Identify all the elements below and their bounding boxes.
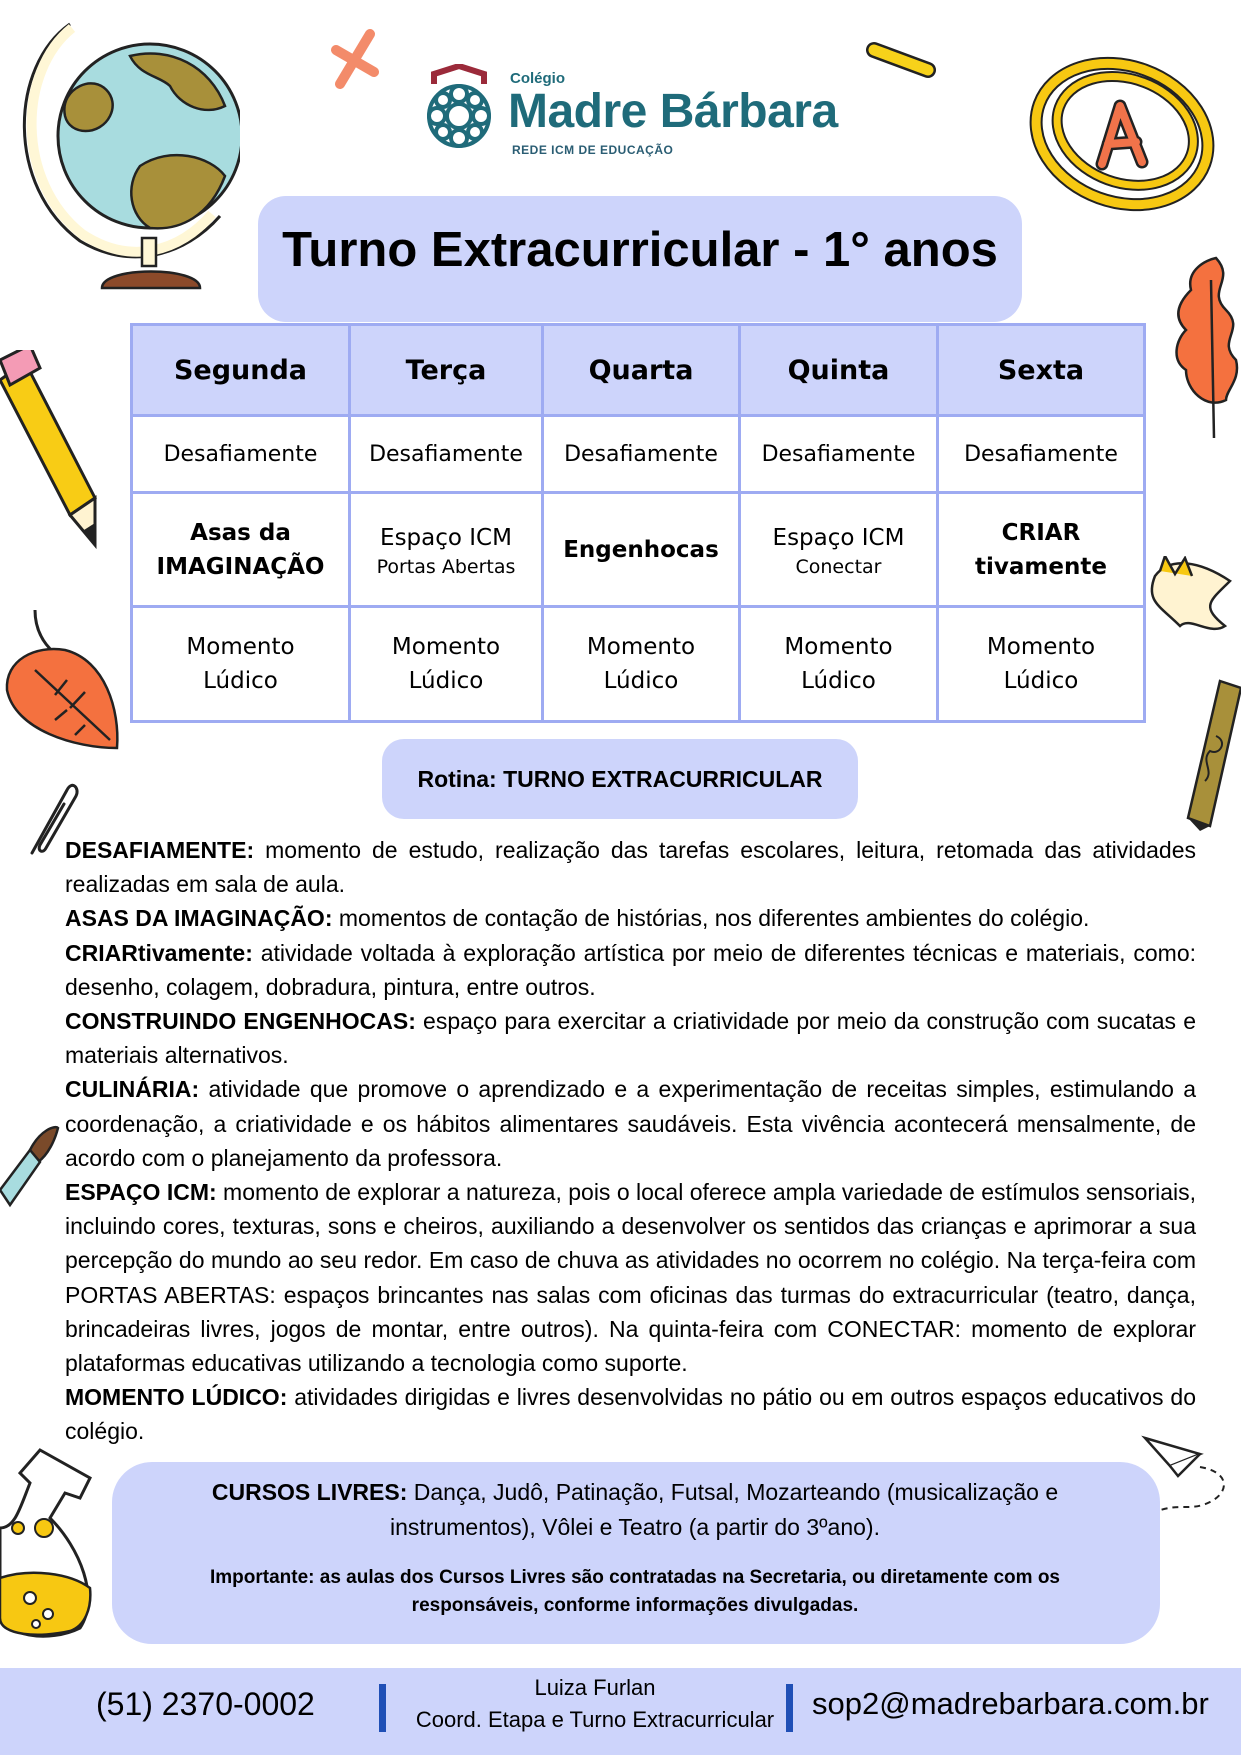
description-term: ESPAÇO ICM:: [65, 1179, 217, 1206]
cell-line: Lúdico: [603, 668, 679, 694]
description-term: ASAS DA IMAGINAÇÃO:: [65, 905, 333, 932]
description-text: atividade que promove o aprendizado e a experimentação de receitas simples, estimulando a coordenação, a criatividade e os hábitos alimentares saudáveis. Esta vivência acontecerá mensalmente, de acordo com o planejamento da professora.: [65, 1076, 1196, 1171]
table-cell: Desafiamente: [938, 416, 1145, 493]
cell-line: CRIAR: [1001, 519, 1081, 546]
table-cell: [740, 607, 938, 722]
description-item: [65, 1072, 1196, 1175]
description-text: atividades dirigidas e livres desenvolvidas no pátio ou em outros espaços educativos do colégio.: [65, 1384, 1196, 1445]
table-row: [132, 416, 1145, 493]
table-cell: Desafiamente: [543, 416, 740, 493]
table-cell: [543, 493, 740, 607]
flask-icon: [0, 1448, 100, 1638]
cell-main: Espaço ICM: [380, 524, 512, 551]
school-crest-icon: [420, 64, 498, 154]
cell-main: Espaço ICM: [772, 524, 905, 551]
description-text: atividade voltada à exploração artística por meio de diferentes técnicas e materiais, como: desenho, colagem, dobradura, pintura, entre outros.: [65, 939, 1196, 1000]
description-text: espaço para exercitar a criatividade por meio da construção com sucatas e materiais alternativos.: [65, 1008, 1196, 1069]
table-cell: [350, 607, 543, 722]
cell-sub: Portas Abertas: [376, 555, 516, 578]
description-text: momentos de contação de histórias, nos diferentes ambientes do colégio.: [332, 905, 1090, 932]
table-cell: [132, 607, 350, 722]
cell-line: Lúdico: [801, 668, 876, 694]
cell-line: Lúdico: [1003, 668, 1079, 694]
cell-line: Momento: [986, 634, 1096, 660]
table-cell: [938, 607, 1145, 722]
coordinator-role: Coord. Etapa e Turno Extracurricular: [415, 1707, 775, 1732]
page-title: Turno Extracurricular - 1° anos: [282, 223, 998, 277]
routine-heading: Rotina: TURNO EXTRACURRICULAR: [382, 739, 858, 819]
logo-pretitle: Colégio: [510, 70, 565, 87]
description-term: DESAFIAMENTE:: [65, 837, 255, 863]
day-header: Sexta: [938, 325, 1145, 416]
activity-descriptions: [65, 833, 1196, 1449]
cell-line: Lúdico: [203, 668, 278, 694]
description-text: momento de estudo, realização das tarefas escolares, leitura, retomada das atividades realizadas em sala de aula.: [65, 837, 1196, 898]
table-cell: [543, 607, 740, 722]
footer-separator: [379, 1684, 386, 1732]
description-item: [65, 936, 1196, 1004]
description-item: [65, 1175, 1196, 1380]
table-cell: [740, 493, 938, 607]
table-cell: Desafiamente: [132, 416, 350, 493]
courses-list: Dança, Judô, Patinação, Futsal, Mozarteando (musicalização e instrumentos), Vôlei e Teatro (a partir do 3ºano).: [390, 1479, 1059, 1540]
description-term: MOMENTO LÚDICO:: [65, 1384, 288, 1411]
cell-sub: Conectar: [795, 555, 882, 578]
leaf-icon: [5, 600, 120, 750]
paintbrush-icon: [0, 1120, 60, 1210]
table-cell: [938, 493, 1145, 607]
logo-network: REDE ICM DE EDUCAÇÃO: [512, 143, 674, 157]
phone-number[interactable]: (51) 2370-0002: [96, 1686, 315, 1722]
contact-email[interactable]: sop2@madrebarbara.com.br: [812, 1686, 1209, 1721]
cell-line: Momento: [186, 634, 295, 660]
courses-text: [165, 1475, 1105, 1545]
dash-icon: [866, 40, 938, 80]
table-cell: [350, 493, 543, 607]
cell-line: Momento: [391, 634, 501, 660]
courses-label: CURSOS LIVRES:: [211, 1479, 408, 1505]
footer-separator: [786, 1684, 793, 1732]
grade-a-icon: [1022, 44, 1222, 219]
description-item: [65, 833, 1196, 901]
day-header: Quinta: [740, 325, 938, 416]
x-mark-icon: [330, 28, 380, 90]
cell-line: Lúdico: [408, 668, 484, 694]
description-item: [65, 1004, 1196, 1072]
logo-name: Madre Bárbara: [508, 85, 838, 138]
table-header-row: [132, 325, 1145, 416]
table-cell: Desafiamente: [740, 416, 938, 493]
day-header: Terça: [350, 325, 543, 416]
table-row: [132, 607, 1145, 722]
cell-line: Asas da: [190, 519, 291, 546]
globe-icon: [10, 16, 240, 298]
description-term: CRIARtivamente:: [65, 939, 253, 966]
courses-important-note: Importante: as aulas dos Cursos Livres são contratadas na Secretaria, ou diretamente com os responsáveis, conforme informações divulgadas.: [209, 1567, 1060, 1616]
table-cell: [132, 493, 350, 607]
cell-main: Engenhocas: [563, 536, 719, 563]
cell-line: Momento: [784, 634, 893, 660]
table-cell: Desafiamente: [350, 416, 543, 493]
description-term: CONSTRUINDO ENGENHOCAS:: [65, 1008, 416, 1035]
oak-leaf-icon: [1166, 250, 1241, 440]
description-text: momento de explorar a natureza, pois o local oferece ampla variedade de estímulos sensoriais, incluindo cores, texturas, sons e cheiros, auxiliando a desenvolver os sentidos das crianças e aprimorar a sua percepção do mundo ao seu redor. Em caso de chuva as atividades no ocorrem no colégio. Na terça-feira com PORTAS ABERTAS: espaços brincantes nas salas com oficinas das turmas do extracurricular (teatro, dança, brincadeiras livres, jogos de montar, entre outros). Na quinta-feira com CONECTAR: momento de explorar plataformas educativas utilizando a tecnologia como suporte.: [65, 1179, 1196, 1377]
description-item: [65, 1380, 1196, 1448]
table-row: [132, 493, 1145, 607]
description-item: [65, 901, 1196, 935]
day-header: Segunda: [132, 325, 350, 416]
pencil-icon: [0, 350, 115, 550]
cell-line: IMAGINAÇÃO: [156, 553, 325, 580]
day-header: Quarta: [543, 325, 740, 416]
description-term: CULINÁRIA:: [65, 1076, 200, 1103]
schedule-table: [130, 323, 1146, 723]
coordinator-name: Luiza Furlan: [534, 1675, 656, 1700]
coordinator-info: [405, 1672, 785, 1736]
crayon-icon: [1140, 556, 1241, 831]
cell-line: Momento: [586, 634, 696, 660]
cell-line: tivamente: [975, 553, 1107, 580]
school-logo: [420, 58, 850, 162]
